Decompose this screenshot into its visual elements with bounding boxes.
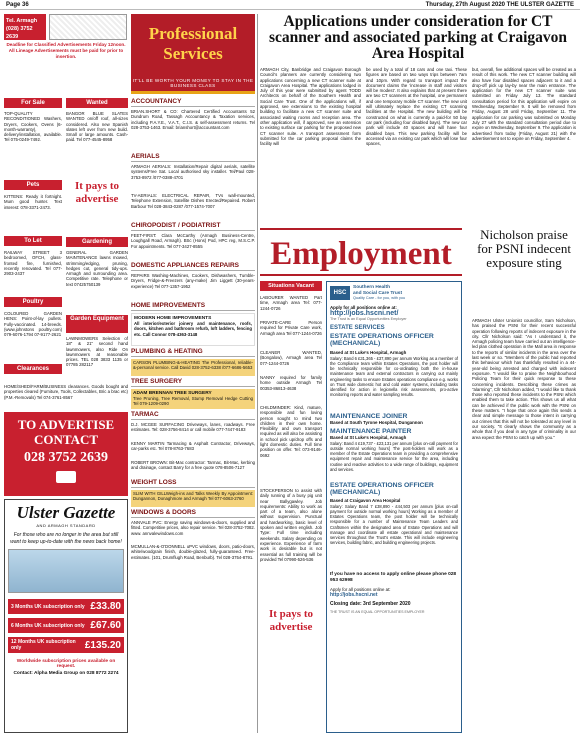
gardening-header: Gardening [66,237,128,247]
nanny-ad: NANNY required for family home outside Armagh Tel 00353-86813-4638 [260,375,322,391]
pays-to-advertise-1 [66,180,128,206]
chiropodist-text: FEET-FIRST: Clara McCarthy (Armagh Business-Centre, Loughgall Road, Armagh). BSc (Hons) Pod, HPC reg, M.S.C.P. For appointments. Tel 077-3427-8555 [131,233,255,249]
plumbing-heading: PLUMBING & HEATING [131,348,255,357]
sub-row-2 [8,618,124,633]
hsc-org-line2: and Social Care Trust [353,290,403,296]
pays-line2: advertise [75,193,119,205]
weight-loss-heading: WEIGHT LOSS [131,479,255,488]
advertise-phone: 028 3752 2639 [24,450,108,465]
stockperson-ad: STOCKPERSON to assist with daily running of a busy pig unit near Ballygawley. Job requirements: Ability to work as part of a team, also alone without supervision. Punctual and hardworking, basic level of spoken and written english. Job Type: Full time including weekends. Salary depending on experience. Experience of farm work is desirable but is not essential as full training will be provided Tel 07990-526-536 [260,488,322,562]
poultry-header: Poultry [4,297,62,307]
job23-text: Salary: Band 4 £19,737 - £23,131 per annum [plus on-call payment for outside normal working hours] The post-holders will work as a member of the Estate Operations team in providing a comprehensive equipment repair and maintenance service for the area, including routine and reactive activities to a wide range of buildings, equipment and services. [330,440,458,472]
for-sale-header: For Sale [4,98,62,108]
sub-row-3-label: 12 Months UK subscription only [11,639,76,651]
tarmac-text-1: D.J. MCGEE SURFACING Driveways, lanes, roadways. Free estimates. Tel: 028-3756-8414 or call mobile 077-7447-9183 [131,422,255,433]
tarmac-text-2: KENNY MARTIN Tarmacing & Asphalt Contractor, Driveways, car-parks etc. Tel 078-8763-7683 [131,441,255,452]
pro-services-sub: IT'LL BE WORTH YOUR MONEY TO STAY IN THE BUSINESS CLASS [132,78,254,88]
tel-number: (028) 3752 2639 [6,26,33,40]
classified-logo [49,14,127,40]
sub-row-2-label: 6 Months UK subscription only [11,622,85,629]
hsc-org-line1: Southern Health [353,285,391,290]
tree-box-title: ADAM BRENNAN TREE SURGERY [133,391,212,396]
tarmac-heading: TARMAC [131,411,255,420]
labourer-ad: LABOURER WANTED Part time, Armagh area Tel: 077-1244-0726 [260,295,322,311]
hsc-equal-opp: The Trust is an Equal Opportunities Employer [330,316,407,321]
hsc-closing: Closing date: 3rd September 2020 [330,600,411,607]
deadline-notice [4,42,128,60]
pro-services-banner [131,14,255,94]
private-care-ad: PRIVATE-CARE Person required for Private Care work, Armagh area Tel 077-1244-0726 [260,320,322,336]
for-sale-text: TOP-QUALITY RECONDITIONED Washers, Dryers, Cookers, Ovens (6-month-warranty), delivery/installation, available. Tel 075-0249-7492. [4,111,62,143]
to-advertise-box [4,412,128,496]
wanted-header: Wanted [66,98,128,108]
hsc-org-tag: Quality Care - for you, with you [353,296,406,301]
pays2-line2: advertise [269,621,313,633]
job1-title: ESTATE OPERATIONS OFFICER (MECHANICAL) [330,332,434,348]
hsc-apply-pre: Apply for all positions online at: [330,304,397,310]
column-divider [257,14,258,733]
job1-text: Salary: Band 6 £31,365 - £37,890 per annum Working as a member of the Compliance team within Estates Operations, the post holder will be technically responsible for co-ordinating both the in-house maintenance team and external contractors in carrying out mainly engineering tasks to ensure Estates operations compliance e.g. works on Trust wide domestic hot and cold water systems, including tasks identified for action in legionella risk assessments, pro-active monitoring reports and water sampling results. [330,355,458,398]
pets-text: KITTENS: Ready it fortnight. Mum good hunter. Text interest: 078-3371-2473. [4,194,62,210]
estate-services-heading: ESTATE SERVICES [330,324,385,331]
wanted-text: BANGOR BLUE SLATES WANTED on/off roof, all-sizes considered. Also new Spanish slates left over from new build. Small or large amounts. Cash-paid. Tel 077-4545-8958 [66,111,128,143]
aerials-heading: AERIALS [131,153,255,162]
hsc-apply-all: Apply for all positions online at: [330,586,391,592]
home-improvements-box [131,313,255,346]
advertise-line1: TO ADVERTISE [17,417,115,432]
to-let-text: RAILWAY STREET 3 bedroomed, OFCH, glass-fronted fire, furnished, recently renovated. Tel 077-2903-2437 [4,250,62,277]
sub-row-1 [8,599,124,614]
job4-location: Based at Craigavon Area Hospital [330,497,401,503]
subscription-image [8,549,124,593]
subscription-blurb: For those who are no longer in the area but still want to keep up-to-date with the news back home! [10,532,122,545]
page-number: Page 36 [6,2,29,8]
situations-column [260,293,322,634]
page-header [0,0,580,10]
pro-services-column [131,98,255,571]
gardening-text: GENERAL GARDEN MAINTENANCE lawns mowed, strimming/edging, pruning, hedges cut, general tidy-ups. Armagh and surrounding area. Competitive rate. Telephone or text 07425750139 [66,250,128,287]
situations-header: Situations Vacant [260,281,322,291]
hsc-header [330,285,458,302]
alpha-logo [56,471,76,483]
windows-text-1: ANNVALE PVC: Energy saving windows-&-doors, supplied and fitted. Competitive prices, also repair service. Tel 028-3752-7082. www. annvalewindows.com [131,520,255,536]
sub-row-1-label: 3 Months UK subscription only [11,603,85,610]
pets-header: Pets [4,180,62,190]
job4-text: Salary: Salary Band 7 £38,890 - £44,503 per annum [plus on-call payment for outside normal working hours] Working as a member of Estates Operations team, the post holder will be technically responsible for a number of Maintenance Team Leaders and Craftsmen within the designated area of Estate Operations and will manage and coordinate all estate operational and maintenance services throughout the Trust's estate. This will include engineering services, building fabric, and building engineering projects. [330,503,458,546]
tree-surgery-heading: TREE SURGERY [131,378,255,387]
side-headline: Nicholson praise for PSNI indecent exposure sting [477,227,571,270]
employment-banner: Employment [260,228,462,276]
subscription-foot1: Worldwide subscription prices available on request. [16,659,116,669]
deadline-line1: Deadline for Classified Advertisements Friday 12noon. [6,42,126,47]
clearances-header: Clearances [4,364,62,374]
hsc-apply-url[interactable]: http://jobs.hscni.net/ [330,309,399,317]
side-text: ARMAGH Ulster Unionist councillor, Sam Nicholson, has praised the PSNI for their recent successful operation following reports of indecent exposure in the city. Cllr Nicholson said: "As I understand it, the Armagh policing team have carried out an intelligence-led plan clothed operation in the Mall area in response to the reports of similar incidents in the area over the last week or so. "Members of the public had reported this behaviour which has thankfully resulted in a 44-year-old being arrested and charged with indecent exposure. "I would like to praise the Neighbourhood Policing Team for their quick response to these concerning incidents. Describing these crimes as "alarming", Cllr Nicholson added, "I would like to thank those who reported these incidents to the PSNI which enabled them to take action. This shows us all what can be achieved if the public work with the PSNI on these matters. "I hope that once again this sends a clear and simple message to those intent in carrying out crimes that this will not be tolerated at any level in our society. "It clearly shows the community as a whole that if you deal in any type of criminality in our area expect the PSNI to catch up with you." [472,318,576,440]
garden-equipment-text: LAWNMOWERS Selection of 18" & 21" second hand lawnmowers, also Ride On lawnmowers at reasonable prices. TEL 028 3833 1135 or 07785 282117 [66,336,128,368]
tree-surgery-box [131,389,255,409]
deadline-line2: All Lineage Advertisements must be paid for prior to insertion. [8,48,124,59]
plumbing-text: CARSON PLUMBING-&-HEATING The Professional, reliable-&-personal service. Call David 028-3752-6338 /077-6686-5653 [131,359,255,376]
page-date: Thursday, 27th August 2020 THE ULSTER GAZETTE [425,2,574,8]
windows-text-2: MCMULLAN-&-O'DONNELL uPVC windows, doors, patio-doors, white/woodgrain finish, double-glazed, fully-guaranteed. Free-estimates. (101, Drumflugh Road, Benburb). Tel 028-3754-8791. [131,544,255,560]
home-box-title: MODERN HOME IMPROVEMENTS [134,316,212,321]
domestic-text: REPAIRS Washing-Machines, Cookers, Dishwashers, Tumble-Dryers, Fridge-&-Freezers (any-make) Jim Liggett (30-years-experience) Tel 077-1357-1952 [131,273,255,289]
tree-box-text: Tree Pruning, Tree Removal, Stump Removal Hedge Cutting Tel 079-1209-0290 [133,396,253,407]
sub-row-2-price: £67.60 [90,620,121,631]
childminder-ad: CHILDMINDER: Kind, mature, responsible and fun loving person sought to mind two children in their own home. Flexibility and own transport required as will also be assisting in school pick up/drop offs and light domestic duties. Full time position on offer. Tel: 073-9146-0692 [260,405,322,458]
tel-box [4,14,46,40]
job4-title: ESTATE OPERATIONS OFFICER (MECHANICAL) [330,481,434,497]
article-col-1: ARMAGH City, Banbridge and Craigavon Borough Council's planners are currently considering two applications concerning a new CT scanner suite at Craigavon Area Hospital. The applications lodged in July of this year were submitted by agent TODD Architects on behalf of the Southern Health and Social Care Trust. One of the applications will, if approved, see extensions to the existing hospital building to facilitate a new CT scanner suite and associated waiting rooms and reception area. The other application will, if approved, see an extension to existing surface car parking for the proposed new CT scanner suite. A transport assessment form submitted for the car parking proposal claims the facility will [260,67,361,147]
sub-row-1-price: £33.80 [90,601,121,612]
pro-services-title: Professional Services [148,24,238,63]
domestic-heading: DOMESTIC APPLIANCES REPAIRS [131,262,255,271]
poultry-text: COLOURED GARDEN HENS: Point-of-lay pullets. Fully-vaccinated. 14-breeds. (www.johnstons poultry.com) 079-6076-1794 07-9177-2621 [4,311,62,338]
home-improvements-heading: HOME IMPROVEMENTS [131,302,255,311]
to-let-header: To Let [4,236,62,246]
hsc-advert [326,281,462,733]
hsc-footer-note: THE TRUST IS AN EQUAL OPPORTUNITIES EMPLOYER [330,609,425,614]
home-box-text: All interior/exterior joinery and maintenance, roofs, doors, kitchen and bathroom refurb, loft ladders, fencing etc. Call Connor 078-4363-3148 [134,321,252,337]
hsc-logo: HSC [330,286,350,300]
pays2-line1: It pays to [268,608,313,620]
aerials-text-1: ARMAGH AERIALS: Installation/Repair digital aerials, satellite systems/Free Sat. Local authorised sky installer. Tel/Paul 028-3753-8972 /077-0388-4701 [131,164,255,180]
advertise-line2: CONTACT [33,432,99,447]
hsc-org [353,285,405,302]
garden-equipment-header: Garden Equipment [66,315,128,333]
weight-loss-text: SLIM WITH GILLWeigh-ins and Talks Weekly By Appointment: Dungannon, Donaghmore and Armagh Tel 077-6063-2760 [131,490,255,507]
subscription-foot2: Contact: Alpha Media Group on 028 8772 2274 [13,671,119,676]
job3-title: MAINTENANCE PAINTER [330,427,412,435]
pays-to-advertise-2 [260,608,322,634]
article-col-2: be used by a total of 18 cars and one taxi. These figures are based on two ways trips between 7am and 10pm. With regard to transport impact the document claims the 'increase in staff and visitors will be modest'. It also explains that at present there are two CT scanners at the hospital, one permanent and one temporary mobile CT scanner. The new unit will ultimately replace the existing CT scanning facilities at the Hospital. The new building will be constructed on what is currently a paid-for 50 bay car park (including four disabled bays). The new car park will include 40 spaces and will have four disabled bays. This new parking facility will be accessed via an existing car park which will lose four spaces, [366,67,467,147]
aerials-text-2: TV-AERIALS: ELECTRICAL REPAIR, TVs wall-mounted, Telephone Extension, Satellite Dishes Erected/Repaired. Robert Barbour Tel 028-3843-0287 /077-1574-7007 [131,193,255,209]
job2-title: MAINTENANCE JOINER [330,412,408,420]
job2-location: Based at South Tyrone Hospital, Dungannon [330,419,423,425]
accountancy-text: BRIAN.SHORT & CO: Chartered Certified Accountants 52 Dundrum Road, Tassagh Accountancy & Taxation services, including P.A.Y.E., V.A.T., C.I.S. & self-assessment returns. Tel 028-3753-1463. Email: brianshort@accountant.com [131,109,255,130]
job1-location: Based at St Luke's Hospital, Armagh [330,349,407,355]
hsc-apply-url2[interactable]: http://jobs.hscni.net [330,591,378,598]
cleaner-ad: CLEANER WANTED, (Bongalow), Armagh area Tel 077-1244-0726 [260,350,322,366]
subscription-title: Ulster Gazette [16,503,116,522]
windows-heading: WINDOWS & DOORS [131,509,255,518]
article-headline: Applications under consideration for CT scanner and associated parking at Craigavon Area Hospital [268,13,568,62]
job3-location: Based at St Luke's Hospital, Armagh [330,434,407,440]
clearances-text: HOME/SHED/FARM/BUSINESS clearances. Goods bought and properties cleared (Furniture, Tools, Collectables, Bric a brac etc) (P.M.-Removals) Tel 074-3761-8567 [4,384,128,400]
sub-row-3 [8,637,124,653]
sub-row-3-price: £135.20 [84,639,121,651]
article-col-3: but, overall, five additional spaces will be created as a result of this work. The new CT scanner building will also have four disabled spaces adjacent to it and a drop-off pick up lay-by near the main entrance. The application for the new CT scanner suite was submitted on Friday July 13. The standard consultation period for this application will expire on Wednesday, September 9. It will be removed from Friday, August 28 until Friday, September 11. The application for car parking was submitted on Monday July 27 with the standard consultation period due to expire on Wednesday, September 9. The application is advertised from today (Friday, August 21) with the advertisement set to expire on Friday, September 4. [472,67,576,141]
accountancy-heading: ACCOUNTANCY [131,98,255,107]
subscription-subtitle: AND ARMAGH STANDARD [36,523,96,528]
pays-line1: It pays to [74,180,119,192]
hsc-access: If you have no access to apply online please phone 028 953 62998 [330,571,457,583]
subscription-box [4,499,128,733]
tel-label: Tel. Armagh [6,18,38,24]
chiropodist-heading: CHIROPODIST / PODIATRIST [131,222,255,231]
tarmac-text-3: ROBERT BROWN: Bit-Mac contractor: Tarmac, Bit-Mac, kerbing and drainage, contact Barry for a free quote 078-8506-7127 [131,460,255,471]
